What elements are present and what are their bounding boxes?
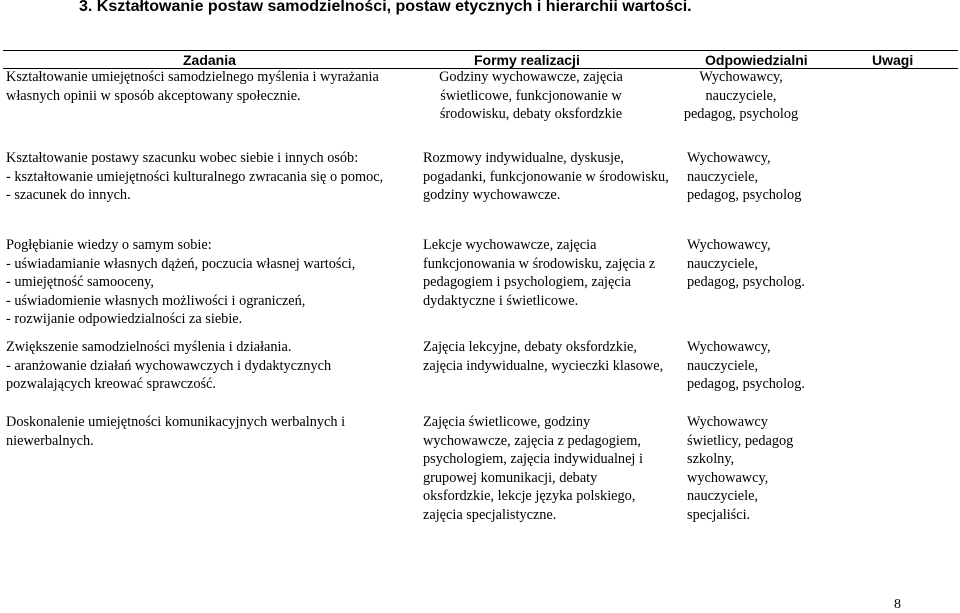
row-3-task-line: - uświadomienie własnych możliwości i ograniczeń, [6,292,306,309]
row-5-forms-line: wychowawcze, zajęcia z pedagogiem, [423,432,641,449]
row-5-forms-line: grupowej komunikacji, debaty [423,469,598,486]
table-top-border [3,50,958,51]
row-5-responsible-line: nauczyciele, [687,488,759,505]
row-5-responsible-line: wychowawcy, [687,469,769,486]
row-4-forms-line: zajęcia indywidualne, wycieczki klasowe, [423,357,664,374]
column-header-forms: Formy realizacji [474,52,580,68]
column-header-notes: Uwagi [872,52,914,68]
row-5-responsible-line: szkolny, [687,451,735,468]
row-5-forms-line: zajęcia specjalistyczne. [423,506,557,523]
row-3-forms-line: Lekcje wychowawcze, zajęcia [423,237,597,253]
row-5-responsible-line: świetlicy, pedagog [687,432,794,449]
row-4-task-line: pozwalających kreować sprawczość. [6,376,216,393]
row-5-forms-line: Zajęcia świetlicowe, godziny [423,414,591,430]
row-1-task-line: własnych opinii w sposób akceptowany społecznie. [6,87,301,104]
row-3-forms-line: pedagogiem i psychologiem, zajęcia [423,274,632,291]
row-3-responsible [687,236,805,292]
row-2-forms-line: Rozmowy indywidualne, dyskusje, [423,150,624,166]
row-3-task-line: - umiejętność samooceny, [6,274,154,291]
row-3-forms-line: dydaktyczne i świetlicowe. [423,292,579,309]
row-3-task-line: - rozwijanie odpowiedzialności za siebie. [6,311,243,328]
row-2-responsible-line: Wychowawcy, [687,150,771,166]
row-2-task-line: Kształtowanie postawy szacunku wobec siebie i innych osób: [6,150,359,166]
row-1-forms-line: świetlicowe, funkcjonowanie w [440,87,622,104]
row-4-responsible-line: nauczyciele, [687,357,759,374]
row-4-task-line: - aranżowanie działań wychowawczych i dydaktycznych [6,357,332,374]
column-header-tasks: Zadania [183,52,236,68]
row-5-responsible-line: Wychowawcy [687,414,768,430]
row-2-task-line: - szacunek do innych. [6,187,131,204]
row-1-forms [423,68,639,124]
row-5-task [6,413,345,450]
row-5-responsible [687,413,793,525]
row-3-task-line: - uświadamianie własnych dążeń, poczucia własnej wartości, [6,255,356,272]
row-3-task [6,236,355,329]
row-2-forms-line: pogadanki, funkcjonowanie w środowisku, [423,168,669,185]
row-3-forms [423,236,655,310]
row-1-responsible-line: pedagog, psycholog [683,106,799,123]
row-1-responsible-line: Wychowawcy, [699,69,783,85]
row-5-forms [423,413,643,525]
row-5-task-line: Doskonalenie umiejętności komunikacyjnych werbalnych i [6,414,346,430]
row-5-task-line: niewerbalnych. [6,432,94,449]
row-2-forms [423,149,669,205]
row-2-responsible-line: pedagog, psycholog [687,187,802,204]
row-2-forms-line: godziny wychowawcze. [423,187,561,204]
row-4-task-line: Zwiększenie samodzielności myślenia i działania. [6,339,292,355]
row-1-responsible [676,68,806,124]
row-1-forms-line: Godziny wychowawcze, zajęcia [439,69,623,85]
row-4-responsible-line: Wychowawcy, [687,339,771,355]
page-number: 8 [894,597,901,612]
row-1-task-line: Kształtowanie umiejętności samodzielnego myślenia i wyrażania [6,69,379,85]
row-4-task [6,338,331,394]
row-1-task [6,68,379,105]
row-3-responsible-line: nauczyciele, [687,255,759,272]
row-4-forms [423,338,663,375]
row-2-responsible-line: nauczyciele, [687,168,759,185]
row-3-responsible-line: pedagog, psycholog. [687,274,805,291]
row-4-forms-line: Zajęcia lekcyjne, debaty oksfordzkie, [423,339,637,355]
row-4-responsible [687,338,805,394]
row-5-forms-line: psychologiem, zajęcia indywidualnej i [423,451,643,468]
row-3-responsible-line: Wychowawcy, [687,237,771,253]
row-1-forms-line: środowisku, debaty oksfordzkie [439,106,623,123]
column-header-responsible: Odpowiedzialni [705,52,808,68]
row-3-task-line: Pogłębianie wiedzy o samym sobie: [6,237,212,253]
row-4-responsible-line: pedagog, psycholog. [687,376,805,393]
row-2-task [6,149,383,205]
row-2-task-line: - kształtowanie umiejętności kulturalnego zwracania się o pomoc, [6,168,384,185]
row-2-responsible [687,149,801,205]
row-5-responsible-line: specjaliści. [687,506,751,523]
section-heading: 3. Kształtowanie postaw samodzielności, postaw etycznych i hierarchii wartości. [79,0,692,15]
row-1-responsible-line: nauczyciele, [705,87,777,104]
row-3-forms-line: funkcjonowania w środowisku, zajęcia z [423,255,656,272]
row-5-forms-line: oksfordzkie, lekcje języka polskiego, [423,488,636,505]
